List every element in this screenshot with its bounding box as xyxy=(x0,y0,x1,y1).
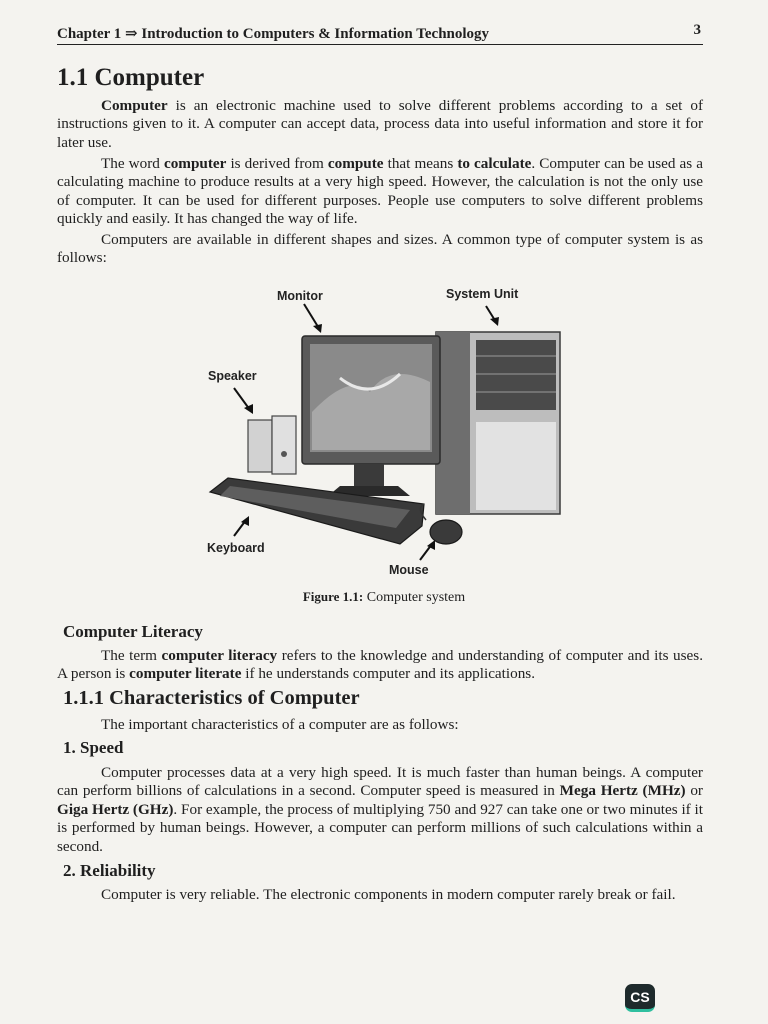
literacy-text-b: refers to the knowledge and understanding of computer and its uses. A person is xyxy=(57,647,703,683)
intro-paragraph-3 xyxy=(57,231,703,268)
term-computer-literacy: computer literacy xyxy=(161,647,278,664)
computer-literacy-heading: Computer Literacy xyxy=(63,622,203,641)
p2-text-b: is derived from xyxy=(226,155,328,172)
speed-text-b: or xyxy=(685,782,703,800)
literacy-paragraph xyxy=(57,647,703,684)
p2-text-d: . Computer can be used as a calculating machine to produce results at a very high speed. However, the calculation is not the only use of computer. It can be used for different purposes. People use computers to solve different problems quickly and easily. It has changed the way of life. xyxy=(57,155,703,228)
speed-text-c: . For example, the process of multiplying 750 and 927 can take one or two minutes if it is performed by human beings. However, a computer can perform millions of such calculations within a second. xyxy=(57,800,703,855)
speaker-left xyxy=(248,420,272,472)
term-to-calculate: to calculate xyxy=(457,155,532,172)
caption-text: Computer system xyxy=(363,590,466,605)
drive-bays xyxy=(476,340,556,410)
term-compute: compute xyxy=(327,155,384,172)
camscanner-logo: CS xyxy=(625,984,655,1012)
label-system-unit: System Unit xyxy=(446,287,519,301)
section-title: 1.1 Computer xyxy=(57,64,205,91)
page-header xyxy=(57,24,703,45)
label-mouse: Mouse xyxy=(389,563,429,577)
label-monitor: Monitor xyxy=(277,289,323,303)
intro-paragraph-1 xyxy=(57,97,703,152)
caption-prefix: Figure 1.1: xyxy=(302,589,364,604)
speaker-right xyxy=(272,416,296,474)
label-keyboard: Keyboard xyxy=(207,541,265,555)
literacy-text-a: The term xyxy=(101,647,162,664)
computer-illustration xyxy=(200,282,570,582)
page-number: 3 xyxy=(693,22,701,38)
p3-text: Computers are available in different shapes and sizes. A common type of computer system is as follows: xyxy=(57,231,703,267)
computer-system-figure xyxy=(200,282,570,582)
monitor-neck xyxy=(354,464,384,486)
term-computer-literate: computer literate xyxy=(129,665,242,683)
term-ghz: Giga Hertz (GHz) xyxy=(57,800,174,818)
characteristics-heading: 1.1.1 Characteristics of Computer xyxy=(63,687,360,709)
intro-p1-text: is an electronic machine used to solve different problems according to a set of instructions given to it. A computer can accept data, process data into useful information and store it for later use. xyxy=(57,97,703,151)
term-mhz: Mega Hertz (MHz) xyxy=(559,782,686,800)
speed-text-a: Computer processes data at a very high speed. It is much faster than human beings. A computer can perform billions of calculations in a second. Computer speed is measured in xyxy=(57,764,703,800)
literacy-text-c: if he understands computer and its applications. xyxy=(241,665,536,683)
chapter-title: Chapter 1 ⇒ Introduction to Computers & Information Technology xyxy=(57,26,490,42)
characteristics-intro-text: The important characteristics of a computer are as follows: xyxy=(101,716,459,733)
intro-paragraph-2 xyxy=(57,155,703,229)
speed-paragraph xyxy=(57,764,703,856)
reliability-paragraph xyxy=(57,886,703,904)
term-computer: Computer xyxy=(101,97,168,114)
reliability-heading: 2. Reliability xyxy=(63,861,156,880)
p2-text-a: The word xyxy=(101,155,164,172)
characteristics-intro xyxy=(57,716,703,734)
reliability-text: Computer is very reliable. The electronic components in modern computer rarely break or fail. xyxy=(101,886,676,903)
figure-caption xyxy=(0,589,768,606)
speed-heading: 1. Speed xyxy=(63,738,124,757)
label-speaker: Speaker xyxy=(208,369,257,383)
p2-text-c: that means xyxy=(383,155,458,172)
term-computer-2: computer xyxy=(163,155,227,172)
system-unit-side xyxy=(436,332,470,514)
case-front-panel xyxy=(476,422,556,510)
